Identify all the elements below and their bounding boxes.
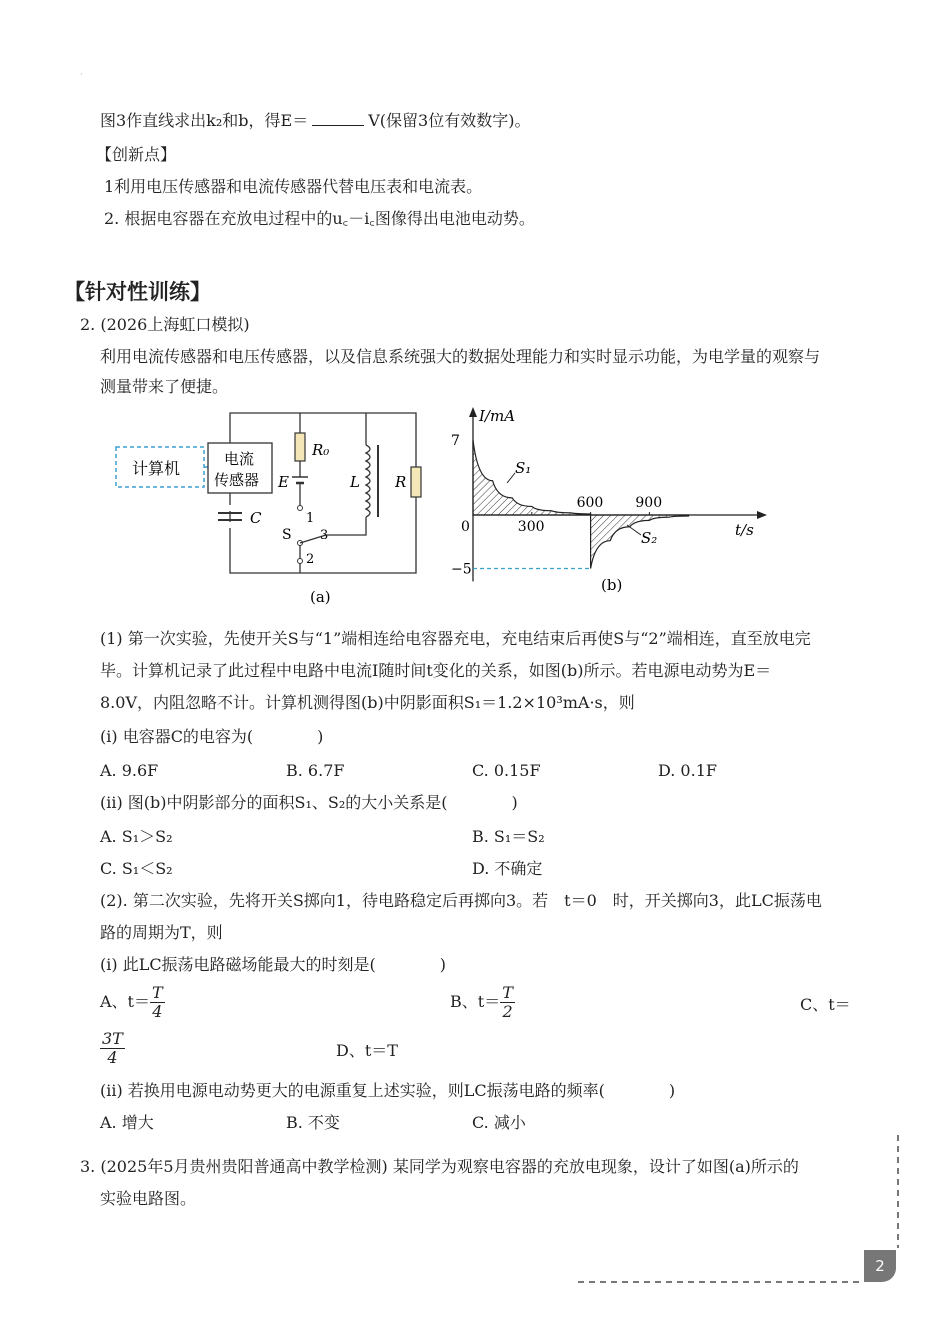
- q2-sub-ii: (ii) 图(b)中阴影部分的面积S₁、S₂的大小关系是( ): [100, 793, 518, 812]
- option2-ii-a[interactable]: A. 增大: [100, 1113, 154, 1132]
- q2-part1-line-1: (1) 第一次实验，先使开关S与“1”端相连给电容器充电，充电结束后再使S与“2”端相连，直至放电完: [100, 629, 811, 648]
- q2-part1-line-3: 8.0V，内阻忽略不计。计算机测得图(b)中阴影面积S₁＝1.2×10³mA·s，则: [100, 693, 635, 712]
- q2-sub-i: (i) 电容器C的电容为( ): [100, 727, 324, 746]
- option-ii-c[interactable]: C. S₁＜S₂: [100, 859, 173, 878]
- q2-stem-line-1: 利用电流传感器和电压传感器，以及信息系统强大的数据处理能力和实时显示功能，为电学量的观察与: [100, 347, 821, 366]
- r-label: R: [395, 473, 407, 491]
- option2-c-num: 3T: [102, 1029, 123, 1048]
- caption-b: (b): [601, 576, 623, 594]
- option2-c-den: 4: [107, 1048, 118, 1067]
- option-i-d[interactable]: D. 0.1F: [658, 761, 717, 780]
- computer-label: 计算机: [132, 459, 181, 478]
- y-axis-arrow: [469, 407, 477, 417]
- option2-b[interactable]: [450, 984, 515, 1021]
- chart-plot-area: [451, 407, 767, 594]
- innovation-point-2: 2. 根据电容器在充放电过程中的u꜀－i꜀图像得出电池电动势。: [104, 209, 535, 228]
- option2-a-prefix: A、t＝: [100, 992, 150, 1011]
- q2-part2-sub-i: (i) 此LC振荡电路磁场能最大的时刻是( ): [100, 955, 447, 974]
- series-area-2: [591, 515, 689, 569]
- intro-line-1-suffix: V(保留3位有效数字)。: [368, 111, 531, 130]
- terminal-3-label: 3: [320, 528, 329, 543]
- x-axis-arrow: [757, 511, 767, 519]
- series-area-1: [473, 440, 591, 515]
- series-1-label: S₁: [515, 459, 532, 477]
- x-tick-label-300: 300: [517, 519, 545, 535]
- option-i-a[interactable]: A. 9.6F: [100, 761, 159, 780]
- option-i-c[interactable]: C. 0.15F: [472, 761, 541, 780]
- terminal-2: [298, 559, 303, 564]
- sensor-label-2: 传感器: [214, 471, 260, 489]
- current-time-graph: [445, 405, 775, 600]
- q3-line-2: 实验电路图。: [100, 1189, 197, 1208]
- intro-line-1-prefix: 图3作直线求出k₂和b，得E＝: [100, 111, 309, 130]
- option2-a-den: 4: [152, 1002, 163, 1021]
- series-1-leader: [507, 473, 515, 483]
- capacitor-label: C: [250, 509, 262, 527]
- y-tick-label-7: 7: [451, 433, 460, 450]
- option2-a-num: T: [152, 983, 163, 1002]
- caption-a: (a): [310, 588, 331, 606]
- page-frame-decoration: [570, 1130, 910, 1290]
- option2-b-prefix: B、t＝: [450, 992, 501, 1011]
- option2-ii-b[interactable]: B. 不变: [286, 1113, 340, 1132]
- option2-c-frac: [100, 1030, 125, 1067]
- option-i-b[interactable]: B. 6.7F: [286, 761, 345, 780]
- x-tick-label-0: 0: [461, 519, 470, 535]
- circuit-diagram: [110, 405, 430, 610]
- terminal-1-label: 1: [306, 511, 315, 526]
- option-ii-a[interactable]: A. S₁＞S₂: [100, 827, 173, 846]
- option2-a[interactable]: [100, 984, 165, 1021]
- capacitor-gap-bottom: [226, 522, 234, 528]
- q2-stem-line-2: 测量带来了便捷。: [100, 377, 229, 396]
- sensor-label-1: 电流: [224, 450, 255, 468]
- intro-line-1: [100, 110, 530, 132]
- answer-blank[interactable]: [312, 111, 364, 126]
- option2-a-fraction: [150, 984, 165, 1021]
- option2-b-fraction: [500, 984, 515, 1021]
- x-axis-label: t/s: [735, 521, 754, 539]
- series-2-label: S₂: [641, 529, 658, 547]
- switch-label: S: [282, 527, 292, 543]
- option2-b-num: T: [502, 983, 513, 1002]
- r0-resistor: [295, 433, 305, 461]
- q2-part2-line-1: (2). 第二次实验，先将开关S掷向1，待电路稳定后再掷向3。若 t＝0 时，开关掷向3，此LC振荡电: [100, 891, 822, 910]
- corner-dot: ·: [80, 70, 83, 79]
- terminal-2-label: 2: [306, 552, 315, 567]
- x-tick-label-600: 600: [576, 495, 604, 511]
- battery-label: E: [278, 473, 289, 491]
- x-tick-label-900: 900: [635, 495, 663, 511]
- option-ii-d[interactable]: D. 不确定: [472, 859, 543, 878]
- q2-part1-line-2: 毕。计算机记录了此过程中电路中电流I随时间t变化的关系，如图(b)所示。若电源电动势为E＝: [100, 661, 772, 680]
- inductor-label: L: [350, 473, 360, 491]
- option2-b-den: 2: [502, 1002, 513, 1021]
- option-ii-b[interactable]: B. S₁＝S₂: [472, 827, 545, 846]
- terminal-1: [298, 506, 303, 511]
- innovation-title: 【创新点】: [96, 145, 177, 164]
- q2-part2-line-2: 路的周期为T，则: [100, 923, 223, 942]
- y-tick-label-neg5: −5: [451, 561, 472, 578]
- option2-c-prefix[interactable]: C、t＝: [800, 995, 851, 1014]
- section-title: 【针对性训练】: [64, 280, 211, 304]
- r0-label: R₀: [312, 441, 330, 459]
- r-resistor: [411, 467, 421, 497]
- option2-ii-c[interactable]: C. 减小: [472, 1113, 526, 1132]
- series-2-leader: [627, 525, 641, 535]
- option2-d[interactable]: D、t＝T: [336, 1041, 398, 1060]
- capacitor-gap-top: [226, 505, 234, 511]
- q2-header: 2. (2026上海虹口模拟): [80, 315, 250, 334]
- page-number: 2: [864, 1250, 896, 1282]
- innovation-point-1: 1利用电压传感器和电流传感器代替电压表和电流表。: [104, 177, 483, 196]
- option2-c-fraction[interactable]: [100, 1030, 125, 1067]
- q3-line-1: 3. (2025年5月贵州贵阳普通高中教学检测) 某同学为观察电容器的充放电现象，设计了如图(a)所示的: [80, 1157, 799, 1176]
- q2-part2-sub-ii: (ii) 若换用电源电动势更大的电源重复上述实验，则LC振荡电路的频率( ): [100, 1081, 676, 1100]
- y-axis-label: I/mA: [479, 407, 516, 425]
